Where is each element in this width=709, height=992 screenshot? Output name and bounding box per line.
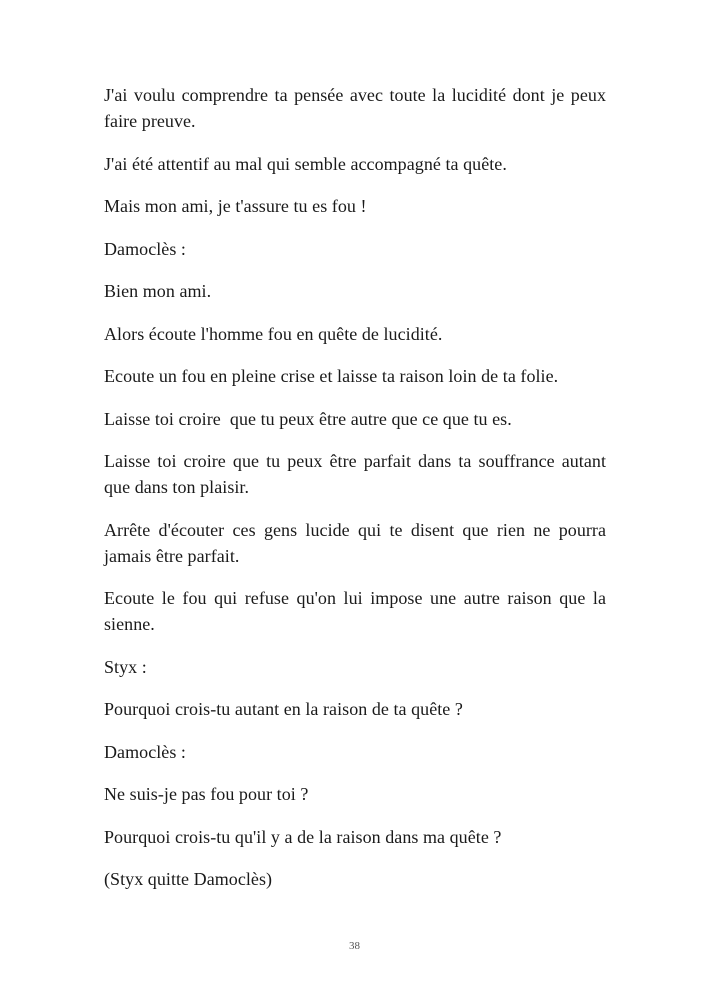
paragraph-15: Ne suis-je pas fou pour toi ? xyxy=(104,784,309,804)
stage-direction: (Styx quitte Damoclès) xyxy=(104,869,273,889)
paragraph-7: Ecoute un fou en pleine crise et laisse ta raison loin de ta folie. xyxy=(104,366,559,386)
page-number: 38 xyxy=(349,940,360,952)
paragraph-3: Mais mon ami, je t'assure tu es fou ! xyxy=(104,196,367,216)
paragraph-9: Laisse toi croire que tu peux être parfait dans ta souffrance autant que dans ton plaisir. xyxy=(104,451,606,497)
speaker-label-damocles: Damoclès : xyxy=(104,238,186,259)
paragraph-2: J'ai été attentif au mal qui semble accompagné ta quête. xyxy=(104,153,507,174)
paragraph-13: Pourquoi crois-tu autant en la raison de ta quête ? xyxy=(104,699,463,719)
page-body xyxy=(104,82,606,909)
paragraph-10: Arrête d'écouter ces gens lucide qui te disent que rien ne pourra jamais être parfait. xyxy=(104,519,606,566)
speaker-label-styx: Styx : xyxy=(104,656,147,677)
paragraph-11: Ecoute le fou qui refuse qu'on lui impose une autre raison que la sienne. xyxy=(104,588,606,634)
paragraph-8: Laisse toi croire que tu peux être autre que ce que tu es. xyxy=(104,408,512,429)
paragraph-1: J'ai voulu comprendre ta pensée avec toute la lucidité dont je peux faire preuve. xyxy=(104,85,606,131)
paragraph-6: Alors écoute l'homme fou en quête de lucidité. xyxy=(104,323,443,344)
paragraph-16: Pourquoi crois-tu qu'il y a de la raison dans ma quête ? xyxy=(104,826,502,847)
speaker-label-damocles-2: Damoclès : xyxy=(104,741,186,762)
paragraph-5: Bien mon ami. xyxy=(104,281,212,301)
